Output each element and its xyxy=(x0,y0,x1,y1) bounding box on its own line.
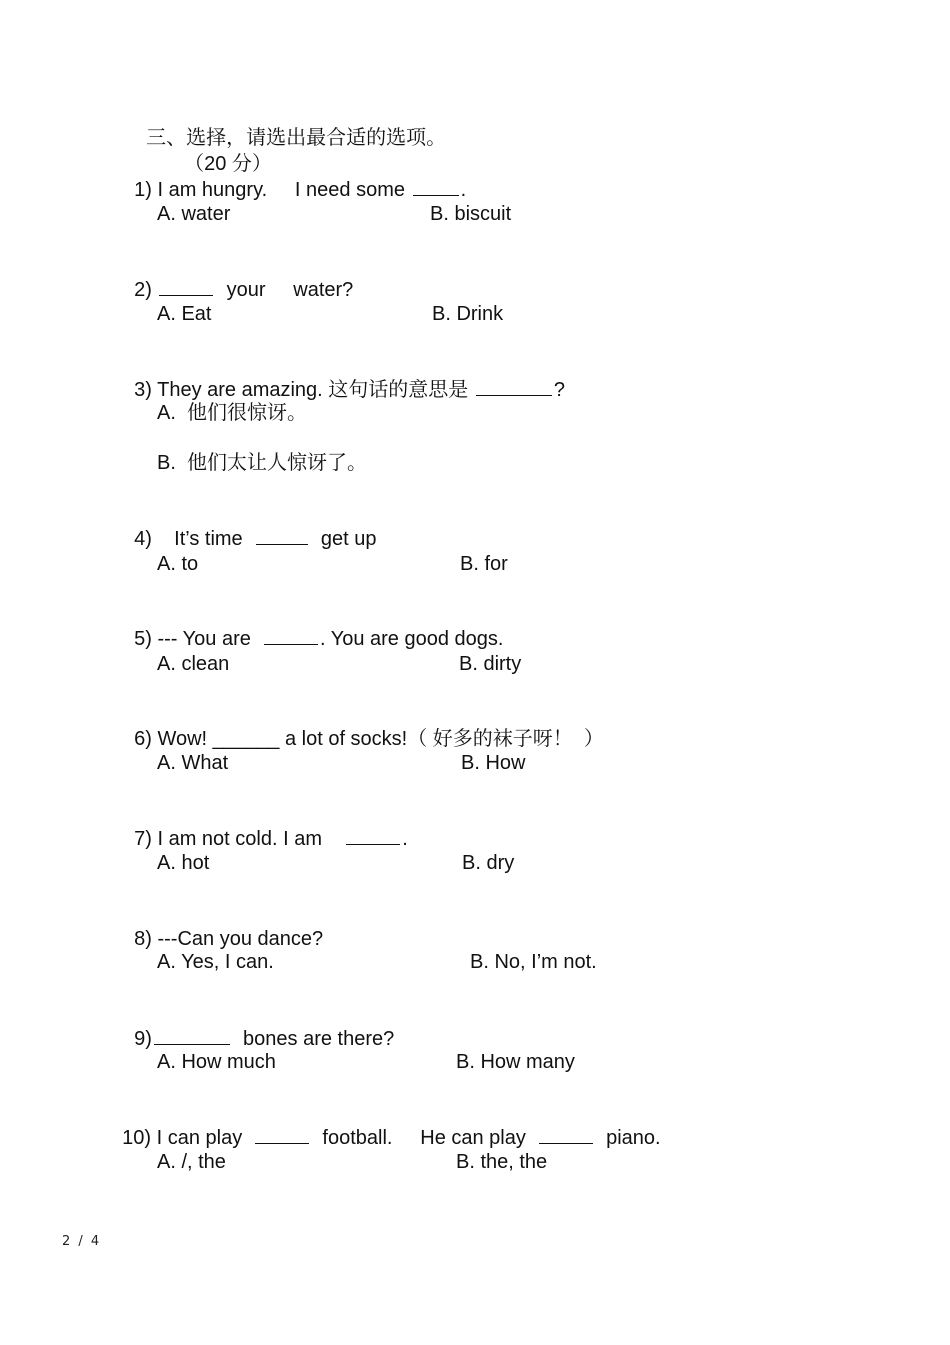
question-5 xyxy=(123,600,503,652)
question-7-tail: . xyxy=(402,828,408,850)
question-3 xyxy=(123,351,565,403)
question-7-blank xyxy=(346,826,400,845)
question-10-option-b[interactable]: B. the, the xyxy=(456,1151,548,1173)
question-2-option-a[interactable]: A. Eat xyxy=(157,303,212,325)
question-5-text: 5) --- You are xyxy=(134,628,262,650)
question-7 xyxy=(123,800,408,852)
question-2-blank xyxy=(159,277,213,296)
question-3-blank xyxy=(476,377,552,396)
question-3-tail: ? xyxy=(553,379,565,401)
question-6-text: 6) Wow! ______ a lot of socks!（ 好多的袜子呀！ ） xyxy=(134,728,604,750)
question-5-blank xyxy=(264,626,318,645)
question-10-tail: piano. xyxy=(595,1127,661,1149)
question-9-tail: bones are there? xyxy=(231,1028,395,1050)
question-4-tail: get up xyxy=(309,528,377,550)
question-6 xyxy=(123,700,604,752)
question-7-text: 7) I am not cold. I am xyxy=(134,828,345,850)
question-4-option-b[interactable]: B. for xyxy=(460,553,508,575)
question-9 xyxy=(123,1000,394,1052)
question-9-blank xyxy=(154,1026,230,1045)
question-8-text: 8) ---Can you dance? xyxy=(134,928,324,950)
question-6-option-a[interactable]: A. What xyxy=(157,752,229,774)
question-1 xyxy=(123,151,466,203)
question-9-option-b[interactable]: B. How many xyxy=(456,1051,575,1073)
question-1-text: 1) I am hungry. I need some xyxy=(134,179,411,201)
question-8 xyxy=(123,900,323,952)
question-3-option-b[interactable]: B. 他们太让人惊讶了。 xyxy=(157,452,368,474)
question-9-text: 9) xyxy=(134,1028,152,1050)
question-10-middle: football. He can play xyxy=(311,1127,537,1149)
question-1-option-b[interactable]: B. biscuit xyxy=(430,203,512,225)
question-10 xyxy=(111,1099,661,1151)
section-title-text: 三、选择，请选出最合适的选项。 xyxy=(146,127,447,149)
question-8-option-a[interactable]: A. Yes, I can. xyxy=(157,951,274,973)
question-1-option-a[interactable]: A. water xyxy=(157,203,231,225)
question-4-blank xyxy=(256,526,308,545)
question-8-option-b[interactable]: B. No, I’m not. xyxy=(470,951,597,973)
question-7-option-b[interactable]: B. dry xyxy=(462,852,515,874)
page-number: 2 / 4 xyxy=(62,1234,102,1249)
section-score: （20 分） xyxy=(184,153,272,175)
question-4 xyxy=(123,500,377,552)
question-5-option-a[interactable]: A. clean xyxy=(157,653,230,675)
question-4-option-a[interactable]: A. to xyxy=(157,553,199,575)
question-2-tail: your water? xyxy=(215,279,354,301)
question-2-text: 2) xyxy=(134,279,158,301)
question-5-option-b[interactable]: B. dirty xyxy=(459,653,522,675)
question-1-tail: . xyxy=(460,179,467,201)
question-7-option-a[interactable]: A. hot xyxy=(157,852,210,874)
question-10-option-a[interactable]: A. /, the xyxy=(157,1151,226,1173)
question-10-blank-2 xyxy=(539,1125,593,1144)
question-10-blank-1 xyxy=(255,1125,309,1144)
question-1-blank xyxy=(413,177,459,196)
question-9-option-a[interactable]: A. How much xyxy=(157,1051,276,1073)
question-4-text: 4) It’s time xyxy=(134,528,254,550)
question-3-option-a[interactable]: A. 他们很惊讶。 xyxy=(157,402,308,424)
question-2 xyxy=(123,251,353,303)
question-5-tail: . You are good dogs. xyxy=(319,628,504,650)
question-3-text: 3) They are amazing. 这句话的意思是 xyxy=(134,379,474,401)
question-2-option-b[interactable]: B. Drink xyxy=(432,303,504,325)
question-10-text: 10) I can play xyxy=(122,1127,254,1149)
question-6-option-b[interactable]: B. How xyxy=(461,752,526,774)
